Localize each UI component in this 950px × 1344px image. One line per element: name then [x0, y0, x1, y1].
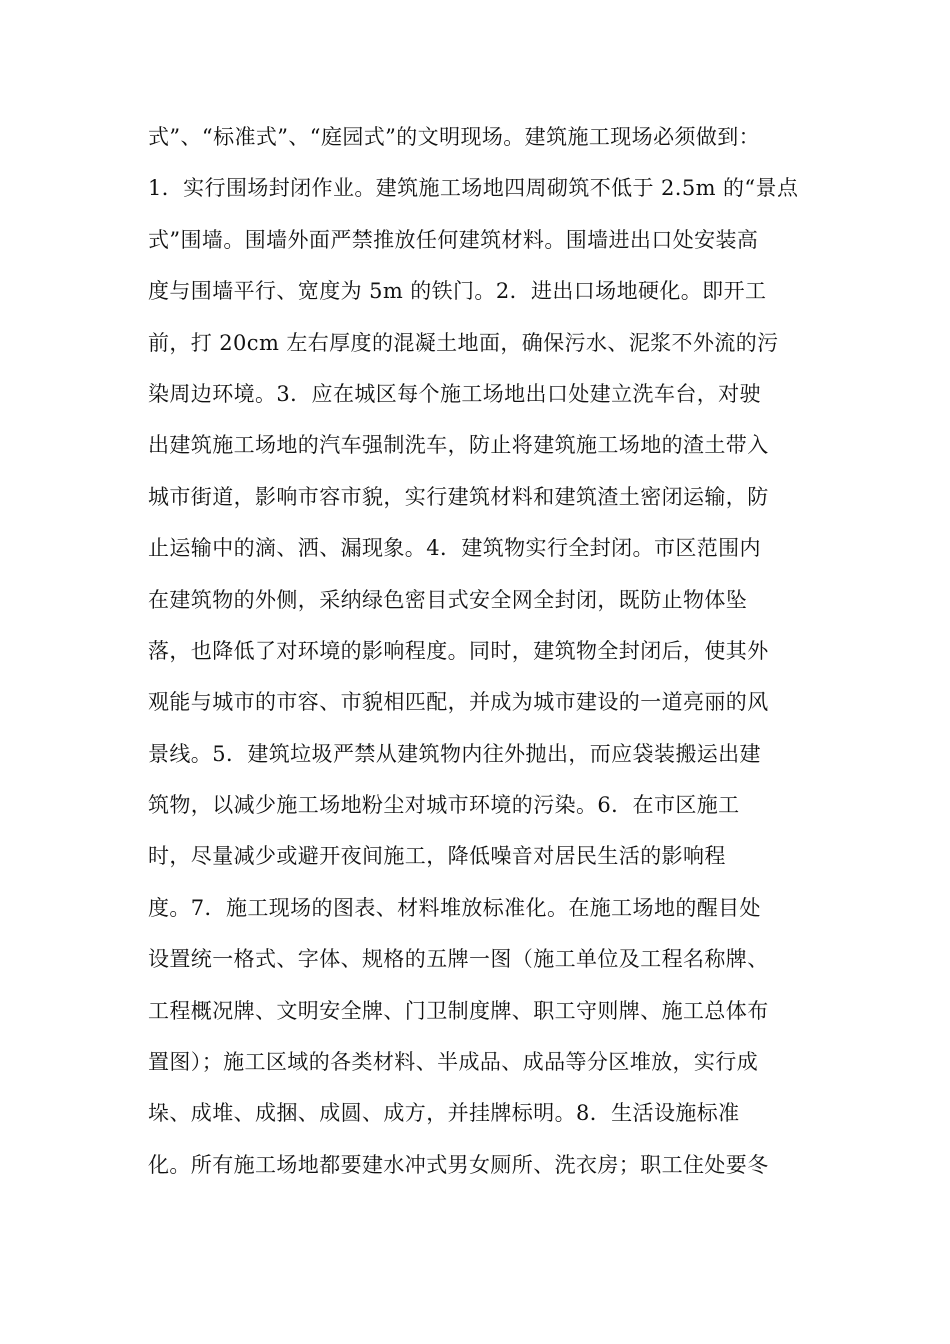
- text-line: 置图）；施工区域的各类材料、半成品、成品等分区堆放，实行成: [148, 1050, 759, 1075]
- text-line: 在建筑物的外侧，采纳绿色密目式安全网全封闭，既防止物体坠: [148, 587, 748, 612]
- text-line: 1．实行围场封闭作业。建筑施工场地四周砌筑不低于 2.5m 的“景点: [148, 176, 799, 201]
- text-line: 时，尽量减少或避开夜间施工，降低噪音对居民生活的影响程: [148, 844, 726, 869]
- text-line: 度。7．施工现场的图表、材料堆放标准化。在施工场地的醒目处: [148, 895, 761, 920]
- text-line: 筑物，以减少施工场地粉尘对城市环境的污染。6．在市区施工: [148, 793, 740, 818]
- text-line: 落，也降低了对环境的影响程度。同时，建筑物全封闭后，使其外: [148, 638, 769, 663]
- text-line: 度与围墙平行、宽度为 5m 的铁门。2．进出口场地硬化。即开工: [148, 279, 767, 304]
- text-line: 化。所有施工场地都要建水冲式男女厕所、洗衣房；职工住处要冬: [148, 1152, 769, 1177]
- text-line: 式”、“标准式”、“庭园式”的文明现场。建筑施工现场必须做到：: [148, 125, 761, 149]
- text-line: 出建筑施工场地的汽车强制洗车，防止将建筑施工场地的渣土带入: [148, 433, 769, 458]
- text-line: 工程概况牌、文明安全牌、门卫制度牌、职工守则牌、施工总体布: [148, 998, 769, 1023]
- body-text: [148, 112, 808, 1191]
- text-line: 染周边环境。3．应在城区每个施工场地出口处建立洗车台，对驶: [148, 381, 761, 406]
- text-line: 止运输中的滴、洒、漏现象。4．建筑物实行全封闭。市区范围内: [148, 536, 761, 561]
- text-line: 观能与城市的市容、市貌相匹配，并成为城市建设的一道亮丽的风: [148, 690, 769, 715]
- text-line: 式”围墙。围墙外面严禁推放任何建筑材料。围墙进出口处安装高: [148, 227, 759, 252]
- text-line: 景线。5．建筑垃圾严禁从建筑物内往外抛出，而应袋装搬运出建: [148, 741, 761, 766]
- text-line: 城市街道，影响市容市貌，实行建筑材料和建筑渣土密闭运输，防: [148, 484, 769, 509]
- text-line: 设置统一格式、字体、规格的五牌一图（施工单位及工程名称牌、: [148, 947, 769, 972]
- text-line: 垛、成堆、成捆、成圆、成方，并挂牌标明。8．生活设施标准: [148, 1101, 740, 1126]
- text-line: 前，打 20cm 左右厚度的混凝土地面，确保污水、泥浆不外流的污: [148, 330, 779, 355]
